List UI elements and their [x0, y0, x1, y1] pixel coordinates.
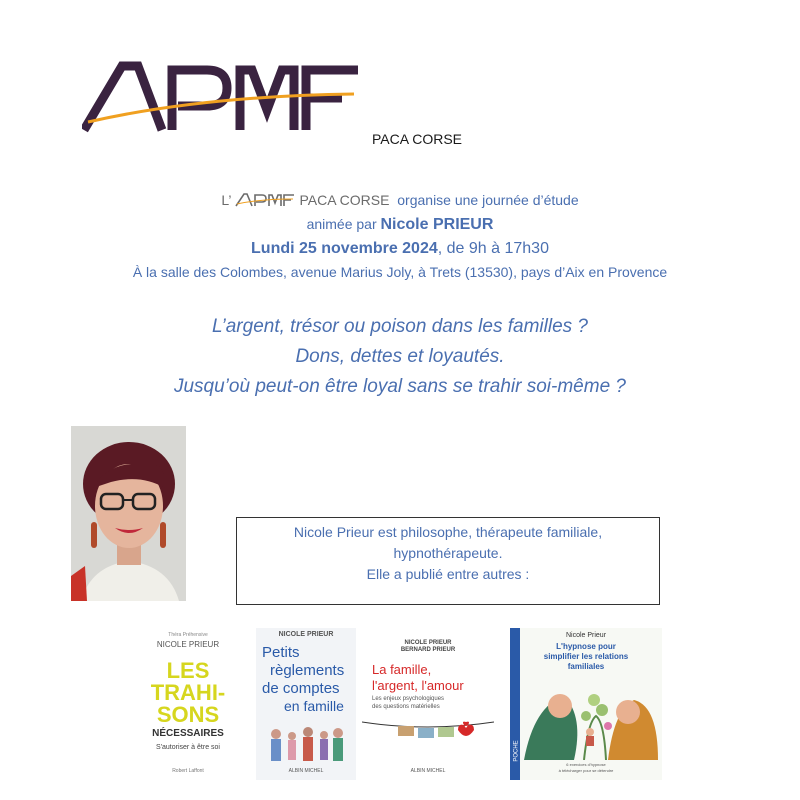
- speaker-name: Nicole PRIEUR: [380, 216, 494, 233]
- book1-publisher: Robert Laffont: [172, 768, 204, 774]
- book-cover-petits-reglements: [256, 628, 356, 780]
- apmf-logo: [82, 60, 362, 140]
- book4-title-3: familiales: [567, 662, 605, 671]
- bio-line-3: Elle a publié entre autres :: [366, 566, 530, 582]
- event-date: Lundi 25 novembre 2024: [251, 240, 438, 257]
- speaker-portrait: [71, 426, 186, 601]
- book3-author: NICOLE PRIEUR: [404, 640, 452, 646]
- book-cover-trahisons: [140, 628, 236, 780]
- book4-footer-1: 6 exercices d'hypnose: [566, 762, 606, 767]
- book2-title-1: Petits: [262, 644, 300, 661]
- book3-author-2: BERNARD PRIEUR: [400, 647, 456, 653]
- event-time: , de 9h à 17h30: [437, 240, 549, 257]
- book1-title-2: TRAHI-: [150, 680, 226, 705]
- book4-side-label: POCHE: [513, 740, 520, 762]
- faces-tree-illustration: [524, 676, 658, 760]
- intro-org: PACA CORSE: [299, 192, 390, 208]
- bio-line-2: hypnothérapeute.: [393, 545, 503, 561]
- family-figures-illustration: [266, 724, 346, 764]
- intro-line-2: [0, 216, 800, 234]
- apmf-mini-logo: [235, 193, 295, 207]
- book1-title-3: SONS: [156, 702, 220, 727]
- book2-title-2: règlements: [270, 662, 345, 679]
- event-location: À la salle des Colombes, avenue Marius Joly, à Trets (13530), pays d’Aix en Provence: [132, 264, 668, 280]
- intro-line-3: [0, 240, 800, 258]
- bio-line-1: Nicole Prieur est philosophe, thérapeute familiale,: [293, 524, 603, 540]
- book4-footer-2: à télécharger pour se détendre: [558, 768, 614, 773]
- theme-line-3: Jusqu’où peut-on être loyal sans se trahir soi-même ?: [173, 376, 626, 397]
- bio-box: [236, 517, 660, 605]
- book1-subtitle: S'autoriser à être soi: [156, 744, 220, 751]
- book1-author: NICOLE PRIEUR: [156, 640, 220, 649]
- book4-author: Nicole Prieur: [565, 632, 607, 639]
- book4-title-2: simplifier les relations: [543, 652, 629, 661]
- intro-prefix: L’: [221, 192, 232, 208]
- book2-publisher: ALBIN MICHEL: [288, 768, 324, 774]
- book1-title-4: NÉCESSAIRES: [152, 728, 224, 739]
- clothesline-illustration: [362, 716, 494, 756]
- book4-title-1: L'hypnose pour: [556, 642, 616, 651]
- book1-author-small: Théra Préhensive: [168, 632, 208, 638]
- logo-subtitle: PACA CORSE: [372, 131, 462, 147]
- book3-subtitle-2: des questions matérielles: [372, 704, 440, 710]
- theme-line-1: L’argent, trésor ou poison dans les familles ?: [212, 316, 588, 337]
- book2-title-3: de comptes: [262, 680, 340, 697]
- book3-title-1: La famille,: [372, 662, 432, 677]
- intro-organise: organise une journée d’étude: [397, 192, 579, 208]
- book1-title-1: LES: [166, 658, 210, 683]
- intro-line-1: [0, 192, 800, 209]
- book-cover-la-famille: [362, 628, 494, 780]
- book2-author: NICOLE PRIEUR: [278, 631, 334, 638]
- book-cover-hypnose: [510, 628, 662, 780]
- book3-subtitle-1: Les enjeux psychologiques: [372, 696, 445, 702]
- book3-title-2: l'argent, l'amour: [372, 678, 464, 693]
- book3-publisher: ALBIN MICHEL: [410, 768, 446, 774]
- theme-line-2: Dons, dettes et loyautés.: [295, 346, 505, 367]
- intro-anime-par: animée par: [306, 216, 377, 232]
- book2-title-4: en famille: [284, 698, 344, 714]
